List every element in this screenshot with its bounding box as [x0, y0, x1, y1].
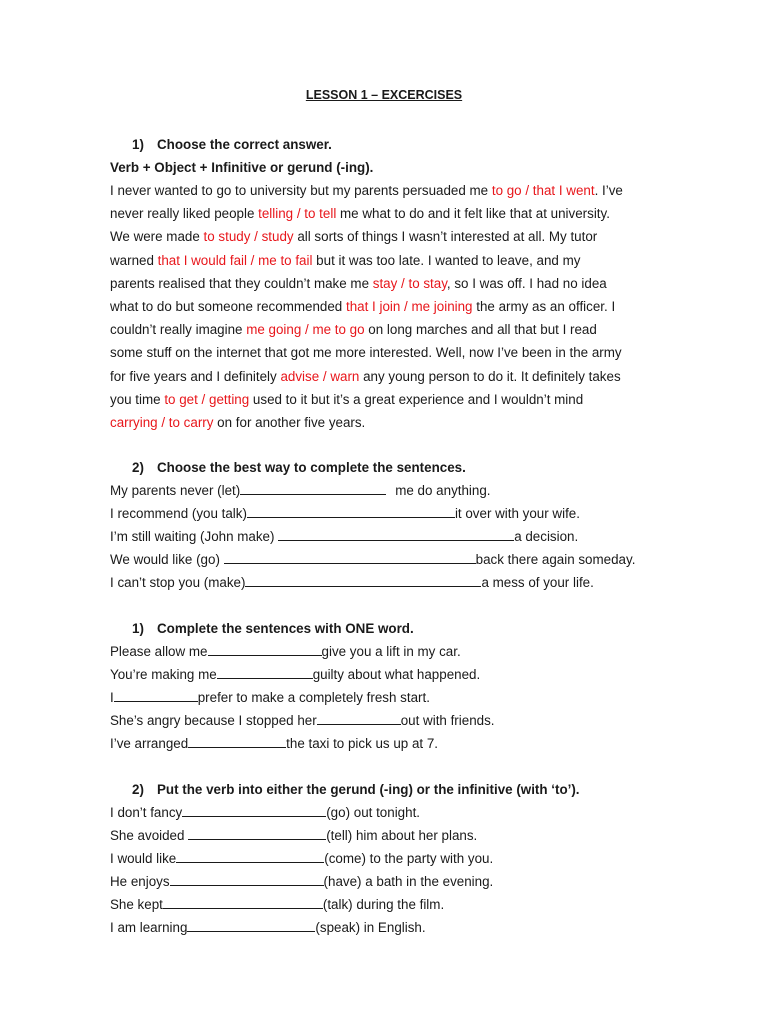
sentence-end: me do anything. [395, 483, 491, 498]
answer-options: to get / getting [164, 391, 250, 407]
answer-blank[interactable] [163, 897, 323, 909]
section-title: Choose the best way to complete the sentences. [157, 460, 466, 475]
sentence-start: I can’t stop you (make) [110, 575, 246, 590]
paragraph-text: on for another five years. [213, 414, 366, 430]
sentence-end: it over with your wife. [454, 506, 580, 521]
section-number: 1) [132, 621, 144, 636]
paragraph-text: all sorts of things I wasn’t interested at all. My tutor [293, 229, 598, 245]
paragraph-text: on long marches and all that but I read [364, 322, 597, 338]
paragraph-text: , so I was off. I had no idea [446, 275, 607, 291]
paragraph-line [110, 411, 658, 434]
paragraph-line [110, 318, 658, 341]
sentence-start: I [110, 690, 114, 705]
paragraph-text: never really liked people [110, 206, 259, 222]
section-number: 2) [132, 460, 144, 475]
exercise-sentence [110, 529, 578, 544]
sentence-start: I recommend (you talk) [110, 506, 247, 521]
sentence-end: (come) to the party with you. [324, 851, 494, 866]
section-3-heading [132, 621, 414, 636]
paragraph-text: couldn’t really imagine [110, 322, 247, 338]
section-number: 1) [132, 137, 144, 152]
exercise-sentence [110, 644, 461, 659]
answer-options: telling / to tell [258, 206, 337, 222]
sentence-start: She kept [110, 897, 163, 912]
sentence-start: I would like [110, 851, 177, 866]
sentence-start: He enjoys [110, 874, 170, 889]
section-title: Put the verb into either the gerund (-ing) or the infinitive (with ‘to’). [157, 782, 580, 797]
section-title: Choose the correct answer. [157, 137, 332, 152]
paragraph-text: We were made [110, 229, 204, 245]
sentence-start: You’re making me [110, 667, 217, 682]
answer-options: to go / that I went [491, 183, 595, 198]
sentence-end: (have) a bath in the evening. [323, 874, 494, 889]
exercise-sentence [110, 483, 491, 498]
answer-options: that I join / me joining [345, 298, 473, 314]
answer-blank[interactable] [188, 828, 326, 840]
answer-options: me going / me to go [246, 322, 365, 338]
section-number: 2) [132, 782, 144, 797]
paragraph-text: me what to do and it felt like that at university. [336, 206, 610, 222]
answer-blank[interactable] [317, 713, 401, 725]
exercise-sentence [110, 874, 493, 889]
answer-blank[interactable] [217, 667, 313, 679]
section-1-subheading: Verb + Object + Infinitive or gerund (-ing). [110, 160, 374, 175]
exercise-sentence [110, 920, 426, 935]
exercise-sentence [110, 667, 480, 682]
answer-blank[interactable] [188, 736, 286, 748]
paragraph-text: what to do but someone recommended [110, 298, 346, 314]
paragraph-line [110, 365, 658, 388]
paragraph-text: parents realised that they couldn’t make me [110, 275, 373, 291]
sentence-start: She avoided [110, 828, 189, 843]
paragraph-line [110, 249, 658, 272]
exercise-sentence [110, 805, 420, 820]
sentence-end: (tell) him about her plans. [326, 828, 478, 843]
paragraph-text: you time [110, 391, 165, 407]
answer-blank[interactable] [240, 483, 386, 495]
answer-blank[interactable] [182, 805, 326, 817]
answer-blank[interactable] [245, 575, 481, 587]
paragraph-text: I never wanted to go to university but my parents persuaded me [110, 183, 492, 198]
exercise-sentence [110, 713, 495, 728]
paragraph-text: any young person to do it. It definitely takes [359, 368, 621, 384]
section-1-heading [132, 137, 332, 152]
exercise-sentence [110, 828, 477, 843]
sentence-start: We would like (go) [110, 552, 224, 567]
sentence-end: the taxi to pick us up at 7. [286, 736, 439, 751]
paragraph-text: for five years and I definitely [110, 368, 281, 384]
section-4-heading [132, 782, 580, 797]
paragraph-text: . I’ve [594, 183, 623, 198]
paragraph-line [110, 295, 658, 318]
sentence-start: She’s angry because I stopped her [110, 713, 317, 728]
answer-blank[interactable] [224, 552, 476, 564]
paragraph-line [110, 388, 658, 411]
paragraph-text: but it was too late. I wanted to leave, and my [312, 252, 581, 268]
exercise-sentence [110, 851, 493, 866]
exercise-sentence [110, 575, 594, 590]
sentence-start: I don’t fancy [110, 805, 183, 820]
sentence-end: out with friends. [400, 713, 495, 728]
sentence-end: give you a lift in my car. [321, 644, 461, 659]
paragraph-text: the army as an officer. I [472, 298, 616, 314]
section-2-heading [132, 460, 466, 475]
answer-blank[interactable] [176, 851, 324, 863]
exercise-sentence [110, 506, 580, 521]
paragraph-text: used to it but it’s a great experience and I wouldn’t mind [249, 391, 584, 407]
exercise-sentence [110, 736, 438, 751]
answer-options: that I would fail / me to fail [157, 252, 313, 268]
answer-options: carrying / to carry [110, 414, 214, 430]
answer-blank[interactable] [114, 690, 198, 702]
sentence-start: My parents never (let) [110, 483, 241, 498]
section-title: Complete the sentences with ONE word. [157, 621, 414, 636]
answer-options: to study / study [203, 229, 294, 245]
paragraph-line [110, 272, 658, 295]
sentence-end: a mess of your life. [481, 575, 594, 590]
answer-blank[interactable] [208, 644, 322, 656]
sentence-end: (speak) in English. [315, 920, 426, 935]
answer-blank[interactable] [170, 874, 324, 886]
answer-blank[interactable] [187, 920, 315, 932]
sentence-end: (talk) during the film. [322, 897, 445, 912]
paragraph-line [110, 179, 658, 202]
exercise-sentence [110, 897, 444, 912]
sentence-start: I’m still waiting (John make) [110, 529, 279, 544]
page-title: LESSON 1 – EXCERCISES [305, 88, 463, 102]
sentence-end: guilty about what happened. [312, 667, 481, 682]
sentence-end: (go) out tonight. [326, 805, 421, 820]
answer-blank[interactable] [278, 529, 514, 541]
paragraph-line [110, 225, 658, 248]
sentence-start: Please allow me [110, 644, 208, 659]
sentence-end: back there again someday. [475, 552, 636, 567]
exercise-sentence [110, 690, 430, 705]
sentence-start: I’ve arranged [110, 736, 189, 751]
paragraph-line [110, 202, 658, 225]
answer-options: stay / to stay [372, 275, 447, 291]
answer-options: advise / warn [280, 368, 360, 384]
section-1-paragraph [110, 179, 658, 434]
paragraph-line [110, 341, 658, 364]
sentence-end: prefer to make a completely fresh start. [197, 690, 430, 705]
sentence-start: I am learning [110, 920, 188, 935]
paragraph-text: some stuff on the internet that got me more interested. Well, now I’ve been in the army [110, 345, 622, 361]
answer-blank[interactable] [247, 506, 455, 518]
paragraph-text: warned [110, 252, 158, 268]
sentence-end: a decision. [514, 529, 579, 544]
exercise-sentence [110, 552, 635, 567]
